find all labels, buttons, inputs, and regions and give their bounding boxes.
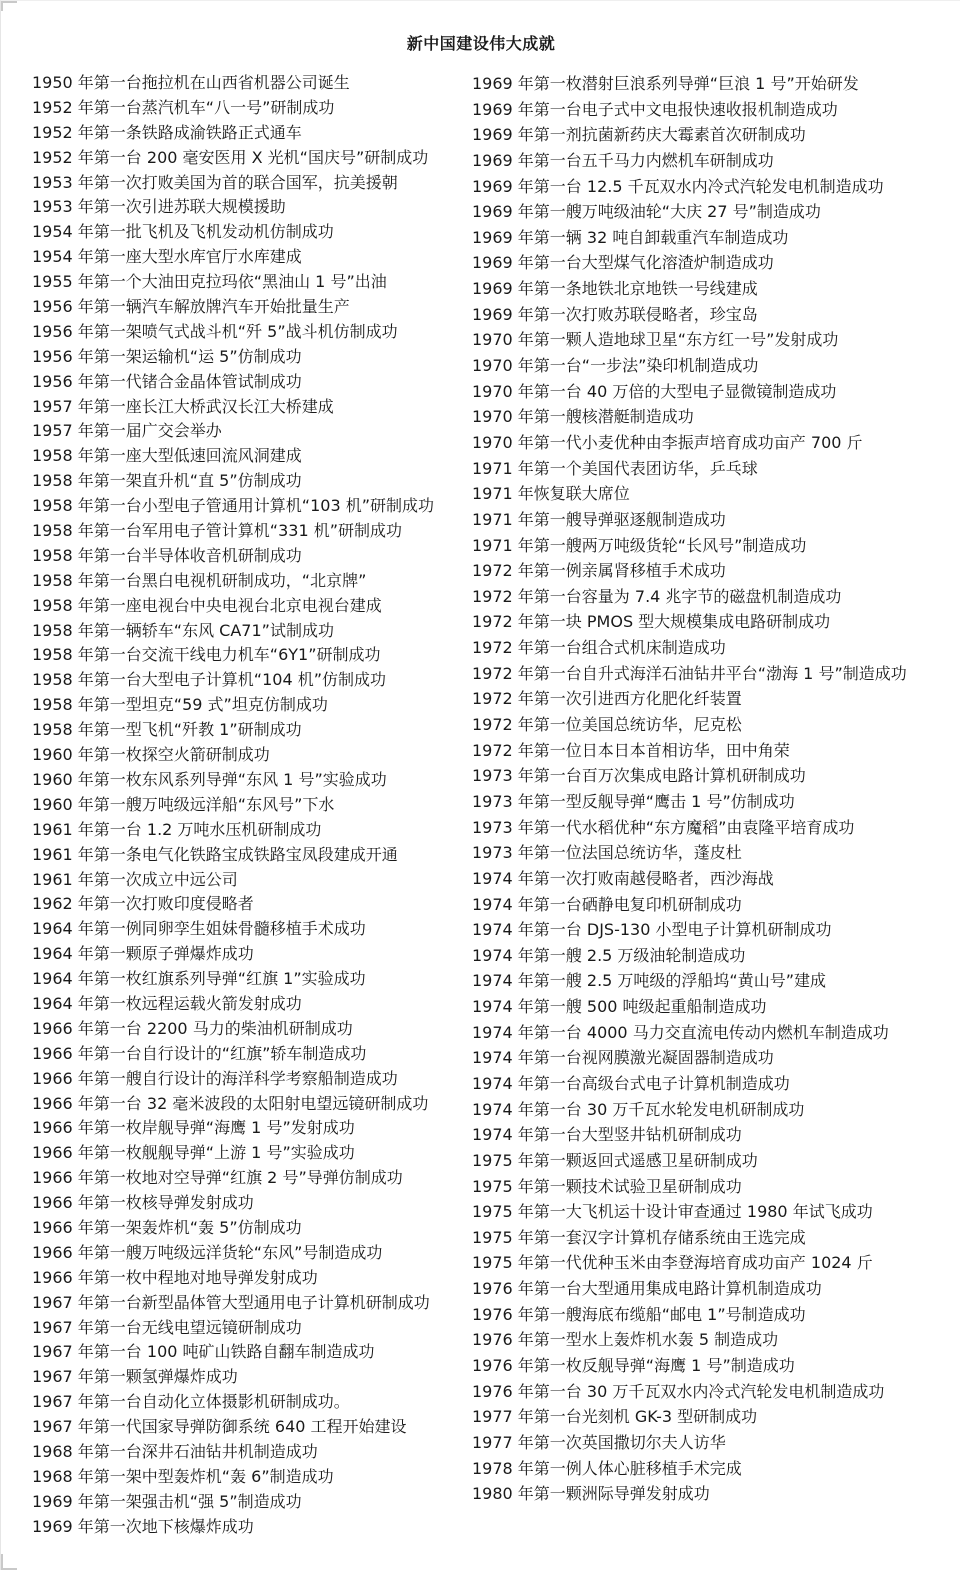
list-item: 1967 年第一颗氢弹爆炸成功 (32, 1367, 238, 1387)
list-item: 1969 年第一次地下核爆炸成功 (32, 1516, 254, 1536)
list-item: 1966 年第一枚舰舰导弹“上游 1 号”实验成功 (32, 1143, 355, 1163)
list-item: 1978 年第一例人体心脏移植手术完成 (472, 1458, 742, 1478)
list-item: 1974 年第一台硒静电复印机研制成功 (472, 894, 742, 914)
corner-mark (1, 1, 17, 11)
list-item: 1975 年第一颗技术试验卫星研制成功 (472, 1176, 742, 1196)
list-item: 1970 年第一台 40 万倍的大型电子显微镜制造成功 (472, 381, 837, 401)
list-item: 1955 年第一个大油田克拉玛依“黑油山 1 号”出油 (32, 272, 387, 292)
list-item: 1972 年第一例亲属肾移植手术成功 (472, 561, 726, 581)
list-item: 1966 年第一枚核导弹发射成功 (32, 1193, 254, 1213)
list-item: 1972 年第一块 PMOS 型大规模集成电路研制成功 (472, 612, 831, 632)
list-item: 1954 年第一批飞机及飞机发动机仿制成功 (32, 222, 334, 242)
list-item: 1971 年第一个美国代表团访华，乒乓球 (472, 458, 758, 478)
list-item: 1958 年第一架直升机“直 5”仿制成功 (32, 471, 302, 491)
list-item: 1972 年第一次引进西方化肥化纤装置 (472, 689, 742, 709)
list-item: 1964 年第一枚远程运载火箭发射成功 (32, 993, 302, 1013)
list-item: 1972 年第一台容量为 7.4 兆字节的磁盘机制造成功 (472, 586, 842, 606)
list-item: 1969 年第一次打败苏联侵略者，珍宝岛 (472, 304, 758, 324)
list-item: 1957 年第一座长江大桥武汉长江大桥建成 (32, 396, 334, 416)
list-item: 1969 年第一辆 32 吨自卸载重汽车制造成功 (472, 227, 789, 247)
list-item: 1966 年第一艘万吨级远洋货轮“东风”号制造成功 (32, 1242, 383, 1262)
list-item: 1961 年第一次成立中远公司 (32, 869, 238, 889)
list-item: 1966 年第一枚中程地对地导弹发射成功 (32, 1267, 318, 1287)
list-item: 1967 年第一台 100 吨矿山铁路自翻车制造成功 (32, 1342, 375, 1362)
list-item: 1968 年第一台深井石油钻井机制造成功 (32, 1441, 318, 1461)
list-item: 1966 年第一艘自行设计的海洋科学考察船制造成功 (32, 1068, 398, 1088)
list-item: 1953 年第一次引进苏联大规模援助 (32, 197, 286, 217)
list-item: 1966 年第一枚地对空导弹“红旗 2 号”导弹仿制成功 (32, 1168, 403, 1188)
list-item: 1969 年第一台大型煤气化溶渣炉制造成功 (472, 253, 774, 273)
list-item: 1974 年第一台高级台式电子计算机制造成功 (472, 1073, 790, 1093)
list-item: 1975 年第一代优种玉米由李登海培育成功亩产 1024 斤 (472, 1253, 873, 1273)
list-item: 1958 年第一座大型低速回流风洞建成 (32, 446, 302, 466)
list-item: 1964 年第一枚红旗系列导弹“红旗 1”实验成功 (32, 969, 366, 989)
list-item: 1974 年第一次打败南越侵略者，西沙海战 (472, 868, 774, 888)
list-item: 1952 年第一台 200 毫安医用 X 光机“国庆号”研制成功 (32, 147, 429, 167)
list-item: 1973 年第一代水稻优种“东方魔稻”由袁隆平培育成功 (472, 817, 855, 837)
list-item: 1977 年第一次英国撒切尔夫人访华 (472, 1432, 726, 1452)
list-item: 1960 年第一枚探空火箭研制成功 (32, 745, 270, 765)
list-item: 1974 年第一台 30 万千瓦水轮发电机研制成功 (472, 1099, 805, 1119)
list-item: 1967 年第一台新型晶体管大型通用电子计算机研制成功 (32, 1292, 430, 1312)
list-item: 1958 年第一台交流干线电力机车“6Y1”研制成功 (32, 645, 381, 665)
list-item: 1976 年第一艘海底布缆船“邮电 1”号制造成功 (472, 1304, 806, 1324)
list-item: 1969 年第一条地铁北京地铁一号线建成 (472, 279, 758, 299)
list-item: 1964 年第一例同卵孪生姐妹骨髓移植手术成功 (32, 919, 366, 939)
list-item: 1976 年第一枚反舰导弹“海鹰 1 号”制造成功 (472, 1356, 795, 1376)
list-item: 1958 年第一台军用电子管计算机“331 机”研制成功 (32, 521, 403, 541)
list-item: 1958 年第一台黑白电视机研制成功，“北京牌” (32, 570, 367, 590)
list-item: 1973 年第一位法国总统访华，蓬皮杜 (472, 843, 742, 863)
list-item: 1969 年第一架强击机“强 5”制造成功 (32, 1491, 302, 1511)
list-item: 1969 年第一艘万吨级油轮“大庆 27 号”制造成功 (472, 202, 821, 222)
list-item: 1968 年第一架中型轰炸机“轰 6”制造成功 (32, 1466, 334, 1486)
list-item: 1961 年第一条电气化铁路宝成铁路宝凤段建成开通 (32, 844, 398, 864)
list-item: 1974 年第一台大型竖井钻机研制成功 (472, 1125, 742, 1145)
list-item: 1970 年第一台“一步法”染印机制造成功 (472, 356, 759, 376)
list-item: 1969 年第一台 12.5 千瓦双水内冷式汽轮发电机制造成功 (472, 176, 884, 196)
list-item: 1961 年第一台 1.2 万吨水压机研制成功 (32, 819, 322, 839)
list-item: 1956 年第一辆汽车解放牌汽车开始批量生产 (32, 297, 350, 317)
list-item: 1960 年第一枚东风系列导弹“东风 1 号”实验成功 (32, 769, 387, 789)
list-item: 1956 年第一架喷气式战斗机“歼 5”战斗机仿制成功 (32, 321, 398, 341)
list-item: 1950 年第一台拖拉机在山西省机器公司诞生 (32, 73, 350, 92)
list-item: 1976 年第一型水上轰炸机水轰 5 制造成功 (472, 1330, 779, 1350)
list-item: 1971 年恢复联大席位 (472, 484, 630, 504)
list-item: 1972 年第一台自升式海洋石油钻井平台“渤海 1 号”制造成功 (472, 663, 907, 683)
list-item: 1969 年第一剂抗菌新药庆大霉素首次研制成功 (472, 125, 806, 145)
list-item: 1976 年第一台大型通用集成电路计算机制造成功 (472, 1279, 822, 1299)
list-item: 1966 年第一台 2200 马力的柴油机研制成功 (32, 1018, 353, 1038)
list-item: 1973 年第一台百万次集成电路计算机研制成功 (472, 766, 806, 786)
list-item: 1980 年第一颗洲际导弹发射成功 (472, 1484, 710, 1504)
page-title: 新中国建设伟大成就 (406, 34, 556, 53)
list-item: 1962 年第一次打败印度侵略者 (32, 894, 254, 914)
list-item: 1967 年第一代国家导弹防御系统 640 工程开始建设 (32, 1417, 407, 1437)
list-item: 1977 年第一台光刻机 GK-3 型研制成功 (472, 1407, 758, 1427)
list-item: 1974 年第一艘 2.5 万级油轮制造成功 (472, 945, 746, 965)
list-item: 1964 年第一颗原子弹爆炸成功 (32, 944, 254, 964)
list-item: 1957 年第一届广交会举办 (32, 421, 222, 441)
list-item: 1966 年第一架轰炸机“轰 5”仿制成功 (32, 1217, 302, 1237)
list-item: 1973 年第一型反舰导弹“鹰击 1 号”仿制成功 (472, 791, 795, 811)
list-item: 1958 年第一型坦克“59 式”坦克仿制成功 (32, 695, 328, 715)
list-item: 1974 年第一台 4000 马力交直流电传动内燃机车制造成功 (472, 1022, 889, 1042)
list-item: 1970 年第一代小麦优种由李振声培育成功亩产 700 斤 (472, 432, 863, 452)
list-item: 1974 年第一艘 500 吨级起重船制造成功 (472, 997, 767, 1017)
list-item: 1958 年第一台半导体收音机研制成功 (32, 545, 302, 565)
right-column-list (472, 71, 952, 1507)
left-column-list (32, 71, 462, 1540)
list-item: 1956 年第一代锗合金晶体管试制成功 (32, 371, 302, 391)
list-item: 1956 年第一架运输机“运 5”仿制成功 (32, 346, 302, 366)
list-item: 1969 年第一台电子式中文电报快速收报机制造成功 (472, 99, 838, 119)
list-item: 1975 年第一大飞机运十设计审查通过 1980 年试飞成功 (472, 1202, 873, 1222)
list-item: 1953 年第一次打败美国为首的联合国军，抗美援朝 (32, 172, 398, 192)
list-item: 1971 年第一艘导弹驱逐舰制造成功 (472, 509, 726, 529)
list-item: 1966 年第一台自行设计的“红旗”轿车制造成功 (32, 1043, 367, 1063)
list-item: 1972 年第一位日本日本首相访华，田中角荣 (472, 740, 790, 760)
list-item: 1975 年第一颗返回式遥感卫星研制成功 (472, 1150, 758, 1170)
list-item: 1958 年第一座电视台中央电视台北京电视台建成 (32, 595, 382, 615)
list-item: 1958 年第一辆轿车“东风 CA71”试制成功 (32, 620, 334, 640)
list-item: 1952 年第一台蒸汽机车“八一号”研制成功 (32, 97, 335, 117)
list-item: 1972 年第一位美国总统访华，尼克松 (472, 715, 742, 735)
list-item: 1958 年第一台小型电子管通用计算机“103 机”研制成功 (32, 496, 435, 516)
list-item: 1954 年第一座大型水库官厅水库建成 (32, 247, 302, 267)
list-item: 1974 年第一台视网膜激光凝固器制造成功 (472, 1048, 774, 1068)
list-item: 1976 年第一台 30 万千瓦双水内冷式汽轮发电机制造成功 (472, 1381, 885, 1401)
list-item: 1971 年第一艘两万吨级货轮“长风号”制造成功 (472, 535, 807, 555)
list-item: 1952 年第一条铁路成渝铁路正式通车 (32, 122, 302, 142)
list-item: 1974 年第一艘 2.5 万吨级的浮船坞“黄山号”建成 (472, 971, 827, 991)
list-item: 1967 年第一台无线电望远镜研制成功 (32, 1317, 302, 1337)
list-item: 1975 年第一套汉字计算机存储系统由王选完成 (472, 1227, 806, 1247)
list-item: 1958 年第一型飞机“歼教 1”研制成功 (32, 720, 302, 740)
list-item: 1967 年第一台自动化立体摄影机研制成功。 (32, 1392, 350, 1412)
list-item: 1970 年第一颗人造地球卫星“东方红一号”发射成功 (472, 330, 839, 350)
corner-mark (1, 1554, 17, 1570)
list-item: 1972 年第一台组合式机床制造成功 (472, 638, 726, 658)
list-item: 1970 年第一艘核潜艇制造成功 (472, 407, 694, 427)
list-item: 1969 年第一枚潜射巨浪系列导弹“巨浪 1 号”开始研发 (472, 74, 859, 93)
list-item: 1960 年第一艘万吨级远洋船“东风号”下水 (32, 794, 335, 814)
list-item: 1966 年第一台 32 毫米波段的太阳射电望远镜研制成功 (32, 1093, 429, 1113)
list-item: 1966 年第一枚岸舰导弹“海鹰 1 号”发射成功 (32, 1118, 355, 1138)
list-item: 1969 年第一台五千马力内燃机车研制成功 (472, 150, 774, 170)
list-item: 1958 年第一台大型电子计算机“104 机”仿制成功 (32, 670, 387, 690)
list-item: 1974 年第一台 DJS-130 小型电子计算机研制成功 (472, 920, 832, 940)
